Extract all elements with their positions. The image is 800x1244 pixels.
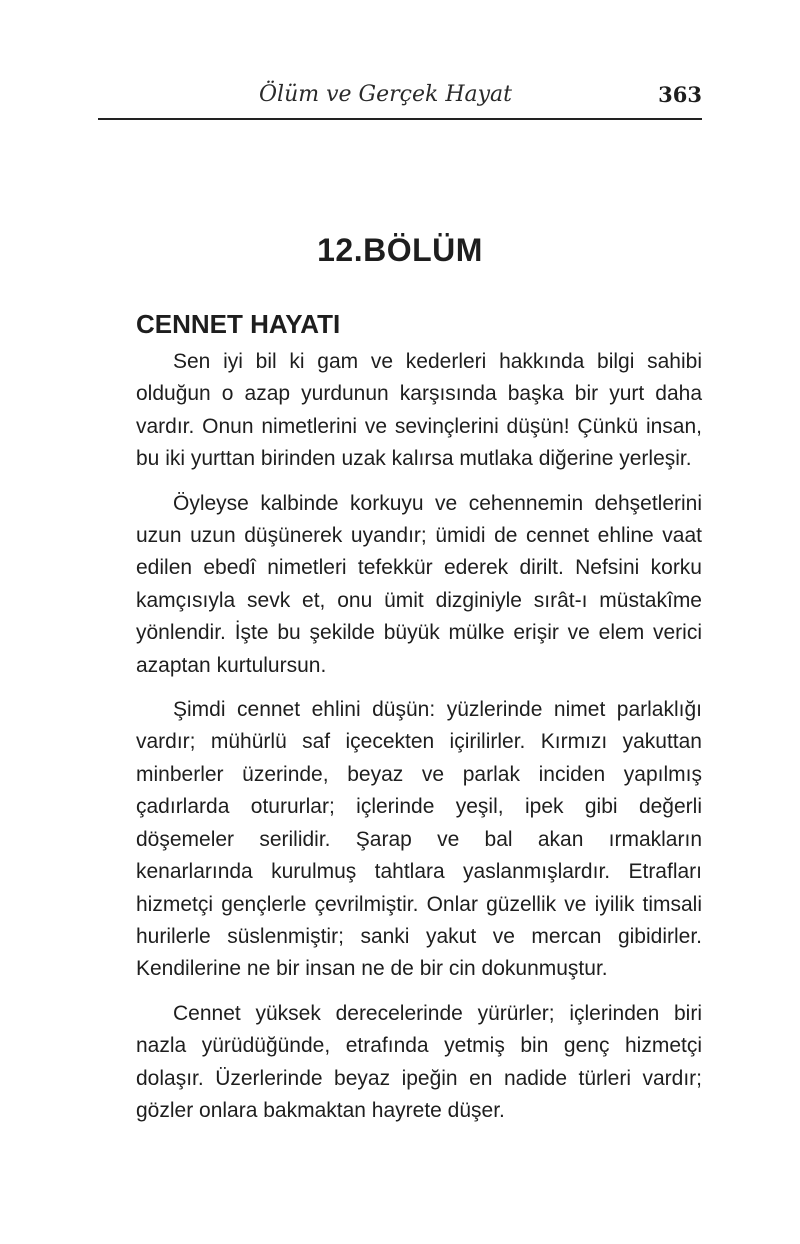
paragraph: Sen iyi bil ki gam ve kederleri hakkında bilgi sahibi olduğun o azap yurdunun karşısında başka bir yurt daha vardır. Onun nimetlerini ve sevinçlerini düşün! Çünkü insan, bu iki yurttan birinden uzak kalırsa mutlaka diğerine yerleşir. [136,350,702,471]
paragraph: Öyleyse kalbinde korkuyu ve cehennemin dehşetlerini uzun uzun düşünerek uyandır; ümidi de cennet ehline vaat edilen ebedî nimetleri tefekkür ederek dirilt. Nefsini korku kamçısıyla sevk et, onu ümit dizginiyle sırât-ı müstakîme yönlendir. İşte bu şekilde büyük mülke erişir ve elem verici azaptan kurtulursun. [136,491,702,677]
running-header-title: Ölüm ve Gerçek Hayat [259,82,512,107]
section-title: CENNET HAYATI [136,309,341,339]
paragraph: Şimdi cennet ehlini düşün: yüzlerinde nimet parlaklığı vardır; mühürlü saf içecekten içirilirler. Kırmızı yakuttan minberler üzerinde, beyaz ve parlak inciden yapılmış çadırlarda otururlar; içlerinde yeşil, ipek gibi değerli döşemeler serilidir. Şarap ve bal akan ırmakların kenarlarında kurulmuş tahtlara yaslanmışlardır. Etrafları hizmetçi gençlerle çevrilmiştir. Onlar güzellik ve iyilik timsali hurilerle süslenmiştir; sanki yakut ve mercan gibidirler. Kendilerine ne bir insan ne de bir cin dokunmuştur. [136,698,702,981]
body-text [136,346,702,1139]
page-number: 363 [658,82,702,107]
paragraph: Cennet yüksek derecelerinde yürürler; içlerinden biri nazla yürüdüğünde, etrafında yetmiş bin genç hizmetçi dolaşır. Üzerlerinde beyaz ipeğin en nadide türleri vardır; gözler onlara bakmaktan hayrete düşer. [136,1001,702,1122]
book-page [98,0,702,1244]
chapter-title: 12.BÖLÜM [317,232,483,268]
running-header [98,78,702,120]
